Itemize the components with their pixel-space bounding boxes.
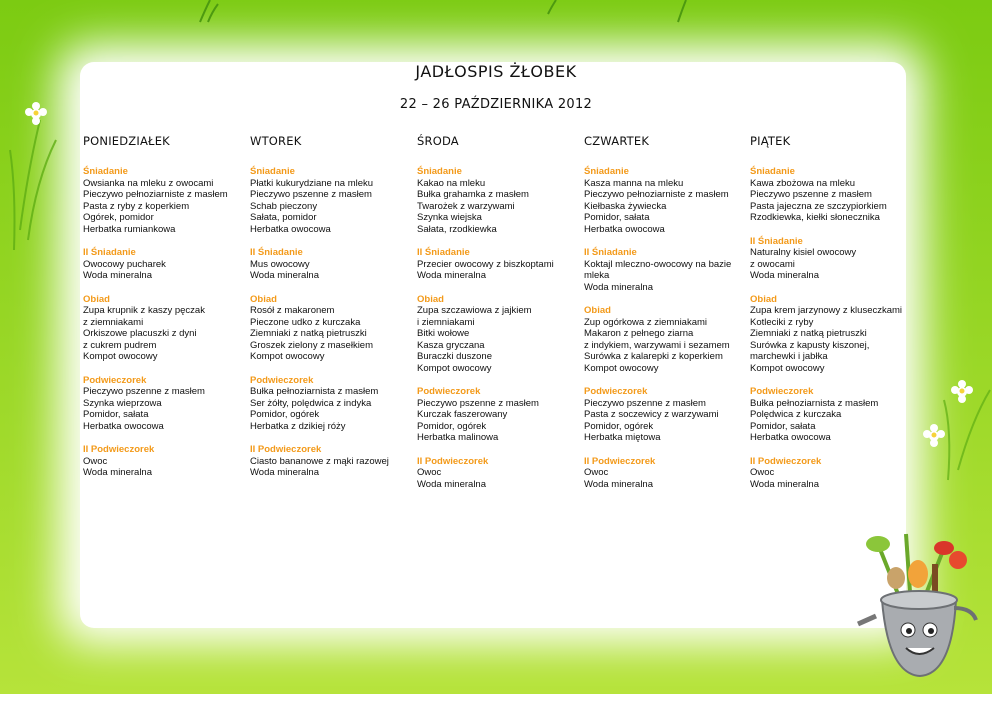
meal-title: Obiad bbox=[584, 305, 611, 316]
meal-title: Podwieczorek bbox=[584, 386, 648, 397]
meal-item: Szynka wieprzowa bbox=[83, 397, 162, 409]
meal-title: Śniadanie bbox=[750, 166, 795, 177]
meal-item: Owsianka na mleku z owocami bbox=[83, 177, 214, 189]
meal-title: II Podwieczorek bbox=[584, 455, 656, 467]
meal-title: Obiad bbox=[83, 293, 110, 305]
meal-title: Śniadanie bbox=[417, 166, 462, 177]
meal-item: Sałata, pomidor bbox=[250, 212, 317, 223]
meal-item: Herbatka owocowa bbox=[584, 223, 665, 235]
meal-item: Ziemniaki z natką pietruszki bbox=[250, 328, 367, 339]
meal-block bbox=[750, 236, 915, 282]
meal-block bbox=[584, 386, 749, 444]
meal-item: z owocami bbox=[750, 258, 795, 270]
meal-item: Pasta z ryby z koperkiem bbox=[83, 200, 190, 212]
meal-item: Groszek zielony z masełkiem bbox=[250, 339, 374, 351]
meal-item: Woda mineralna bbox=[417, 270, 487, 281]
meal-item: Kakao na mleku bbox=[417, 177, 486, 189]
meal-item: Pieczywo pszenne z masłem bbox=[750, 189, 872, 200]
meal-item: Przecier owocowy z biszkoptami bbox=[417, 258, 554, 270]
meal-block bbox=[750, 166, 915, 224]
meal-item: Pomidor, sałata bbox=[750, 420, 816, 432]
meal-item: Kompot owocowy bbox=[250, 351, 325, 362]
meal-item: Herbatka owocowa bbox=[83, 420, 164, 432]
day-column bbox=[417, 134, 582, 502]
meal-block bbox=[83, 375, 248, 433]
meal-block bbox=[250, 375, 415, 433]
meal-item: Mus owocowy bbox=[250, 258, 310, 270]
meal-item: z indykiem, warzywami i sezamem bbox=[584, 339, 730, 351]
day-name: CZWARTEK bbox=[584, 134, 650, 148]
meal-item: Herbatka owocowa bbox=[750, 432, 831, 443]
day-column bbox=[83, 134, 248, 491]
meal-block bbox=[83, 166, 248, 235]
meal-item: Twarożek z warzywami bbox=[417, 200, 515, 212]
meal-title: II Podwieczorek bbox=[417, 455, 489, 467]
meal-item: Kawa zbożowa na mleku bbox=[750, 177, 856, 189]
meal-item: Woda mineralna bbox=[584, 478, 654, 490]
meal-item: Kompot owocowy bbox=[584, 362, 659, 374]
meal-item: Woda mineralna bbox=[750, 478, 820, 490]
meal-title: Obiad bbox=[750, 293, 777, 305]
meal-item: Herbatka malinowa bbox=[417, 432, 499, 443]
meal-block bbox=[584, 305, 749, 374]
meal-item: Kurczak faszerowany bbox=[417, 409, 508, 420]
meal-item: Pieczywo pełnoziarniste z masłem bbox=[83, 189, 228, 200]
meal-item: Ser żółty, polędwica z indyka bbox=[250, 397, 372, 409]
meal-title: Obiad bbox=[250, 293, 277, 305]
meal-item: Zupa krupnik z kaszy pęczak bbox=[83, 305, 205, 316]
meal-item: Kiełbaska żywiecka bbox=[584, 200, 667, 212]
meal-title: II Podwieczorek bbox=[250, 444, 322, 455]
meal-item: Owoc bbox=[584, 467, 609, 478]
meal-title: Podwieczorek bbox=[750, 386, 814, 397]
meal-item: Rosół z makaronem bbox=[250, 305, 335, 316]
meal-block bbox=[584, 456, 749, 491]
meal-block bbox=[417, 166, 582, 235]
meal-item: Pieczywo pełnoziarniste z masłem bbox=[584, 189, 729, 200]
meal-block bbox=[750, 294, 915, 375]
meal-item: Kotleciki z ryby bbox=[750, 316, 814, 328]
meal-item: z ziemniakami bbox=[83, 316, 144, 328]
meal-item: Kompot owocowy bbox=[750, 362, 825, 374]
day-column bbox=[750, 134, 915, 502]
day-name: ŚRODA bbox=[417, 134, 459, 148]
meal-block bbox=[417, 386, 582, 444]
meal-title: Śniadanie bbox=[250, 166, 295, 177]
meal-item: Herbatka z dzikiej róży bbox=[250, 420, 346, 432]
meal-item: Kasza manna na mleku bbox=[584, 177, 684, 189]
meal-item: Pieczywo pszenne z masłem bbox=[250, 189, 372, 200]
meal-item: Naturalny kisiel owocowy bbox=[750, 247, 857, 258]
meal-item: Woda mineralna bbox=[250, 270, 320, 281]
meal-item: Makaron z pełnego ziarna bbox=[584, 328, 694, 339]
day-name: PONIEDZIAŁEK bbox=[83, 134, 170, 148]
day-name: WTOREK bbox=[250, 134, 302, 148]
meal-title: Śniadanie bbox=[83, 166, 128, 177]
meal-item: Pieczone udko z kurczaka bbox=[250, 316, 361, 328]
meal-title: II Śniadanie bbox=[750, 235, 803, 247]
meal-item: Woda mineralna bbox=[750, 270, 820, 281]
meal-block bbox=[250, 444, 415, 479]
meal-item: Herbatka owocowa bbox=[250, 223, 331, 235]
meal-item: Płatki kukurydziane na mleku bbox=[250, 177, 374, 189]
meal-title: II Śniadanie bbox=[417, 247, 470, 258]
meal-title: II Śniadanie bbox=[584, 247, 637, 258]
meal-title: Podwieczorek bbox=[250, 374, 314, 386]
cooking-pot-illustration bbox=[848, 524, 988, 684]
day-column bbox=[584, 134, 749, 502]
meal-item: Owoc bbox=[750, 467, 775, 478]
meal-title: Obiad bbox=[417, 293, 444, 305]
meal-item: Pomidor, ogórek bbox=[250, 409, 320, 420]
meal-item: Koktajl mleczno-owocowy na bazie bbox=[584, 258, 732, 270]
meal-item: Owoc bbox=[83, 455, 108, 467]
meal-item: Schab pieczony bbox=[250, 200, 318, 212]
meal-item: marchewki i jabłka bbox=[750, 351, 828, 362]
meal-item: Pomidor, ogórek bbox=[584, 420, 654, 432]
meal-item: Owocowy pucharek bbox=[83, 258, 166, 270]
meal-block bbox=[250, 247, 415, 282]
meal-item: Woda mineralna bbox=[417, 478, 487, 490]
meal-block bbox=[83, 294, 248, 363]
meal-item: Owoc bbox=[417, 467, 442, 478]
meal-block bbox=[83, 444, 248, 479]
meal-item: Kompot owocowy bbox=[417, 362, 492, 374]
day-column bbox=[250, 134, 415, 491]
meal-item: Pomidor, sałata bbox=[584, 212, 650, 223]
meal-item: Herbatka miętowa bbox=[584, 432, 661, 443]
meal-block bbox=[584, 247, 749, 293]
meal-item: Zup ogórkowa z ziemniakami bbox=[584, 316, 708, 328]
meal-item: Sałata, rzodkiewka bbox=[417, 223, 497, 235]
meal-title: II Podwieczorek bbox=[750, 455, 822, 467]
meal-block bbox=[417, 294, 582, 375]
meal-item: Pomidor, ogórek bbox=[417, 420, 487, 432]
meal-item: mleka bbox=[584, 270, 610, 281]
meal-item: Polędwica z kurczaka bbox=[750, 409, 842, 420]
meal-item: Herbatka rumiankowa bbox=[83, 223, 176, 235]
page-title: JADŁOSPIS ŻŁOBEK bbox=[415, 62, 577, 81]
meal-item: Orkiszowe placuszki z dyni bbox=[83, 328, 197, 339]
meal-item: Pieczywo pszenne z masłem bbox=[417, 397, 539, 409]
meal-item: Szynka wiejska bbox=[417, 212, 482, 223]
meal-item: z cukrem pudrem bbox=[83, 339, 157, 351]
meal-item: Woda mineralna bbox=[83, 270, 153, 281]
meal-block bbox=[250, 294, 415, 363]
date-range: 22 – 26 PAŹDZIERNIKA 2012 bbox=[399, 97, 593, 112]
meal-block bbox=[584, 166, 749, 235]
meal-item: Pomidor, sałata bbox=[83, 409, 149, 420]
meal-item: Pieczywo pszenne z masłem bbox=[83, 386, 205, 397]
meal-item: Pasta jajeczna ze szczypiorkiem bbox=[750, 200, 887, 212]
meal-title: Podwieczorek bbox=[83, 374, 147, 386]
meal-item: Buraczki duszone bbox=[417, 351, 492, 362]
meal-item: Ciasto bananowe z mąki razowej bbox=[250, 455, 389, 467]
meal-item: Bułka grahamka z masłem bbox=[417, 189, 529, 200]
meal-item: Pieczywo pszenne z masłem bbox=[584, 397, 706, 409]
meal-block bbox=[750, 456, 915, 491]
meal-title: Śniadanie bbox=[584, 166, 629, 177]
meal-item: Bułka pełnoziarnista z masłem bbox=[250, 386, 379, 397]
meal-item: Woda mineralna bbox=[250, 467, 320, 478]
meal-item: Surówka z kapusty kiszonej, bbox=[750, 339, 870, 351]
meal-item: Rzodkiewka, kiełki słonecznika bbox=[750, 212, 880, 223]
meal-item: Kasza gryczana bbox=[417, 339, 485, 351]
meal-item: Bitki wołowe bbox=[417, 328, 470, 339]
meal-item: Woda mineralna bbox=[83, 467, 153, 478]
meal-item: Surówka z kalarepki z koperkiem bbox=[584, 351, 723, 362]
meal-item: Bułka pełnoziarnista z masłem bbox=[750, 397, 879, 409]
meal-block bbox=[250, 166, 415, 235]
meal-item: Zupa krem jarzynowy z kluseczkami bbox=[750, 305, 903, 316]
meal-title: II Śniadanie bbox=[83, 247, 136, 258]
meal-block bbox=[417, 456, 582, 491]
meal-item: i ziemniakami bbox=[417, 316, 475, 328]
meal-block bbox=[83, 247, 248, 282]
meal-item: Ziemniaki z natką pietruszki bbox=[750, 328, 867, 339]
meal-item: Kompot owocowy bbox=[83, 351, 158, 362]
meal-title: II Śniadanie bbox=[250, 247, 303, 258]
meal-item: Pasta z soczewicy z warzywami bbox=[584, 409, 719, 420]
day-name: PIĄTEK bbox=[750, 134, 791, 148]
meal-item: Ogórek, pomidor bbox=[83, 212, 154, 223]
meal-title: II Podwieczorek bbox=[83, 444, 155, 455]
meal-block bbox=[417, 247, 582, 282]
meal-item: Zupa szczawiowa z jajkiem bbox=[417, 305, 532, 316]
meal-item: Woda mineralna bbox=[584, 281, 654, 293]
meal-block bbox=[750, 386, 915, 444]
meal-title: Podwieczorek bbox=[417, 386, 481, 397]
